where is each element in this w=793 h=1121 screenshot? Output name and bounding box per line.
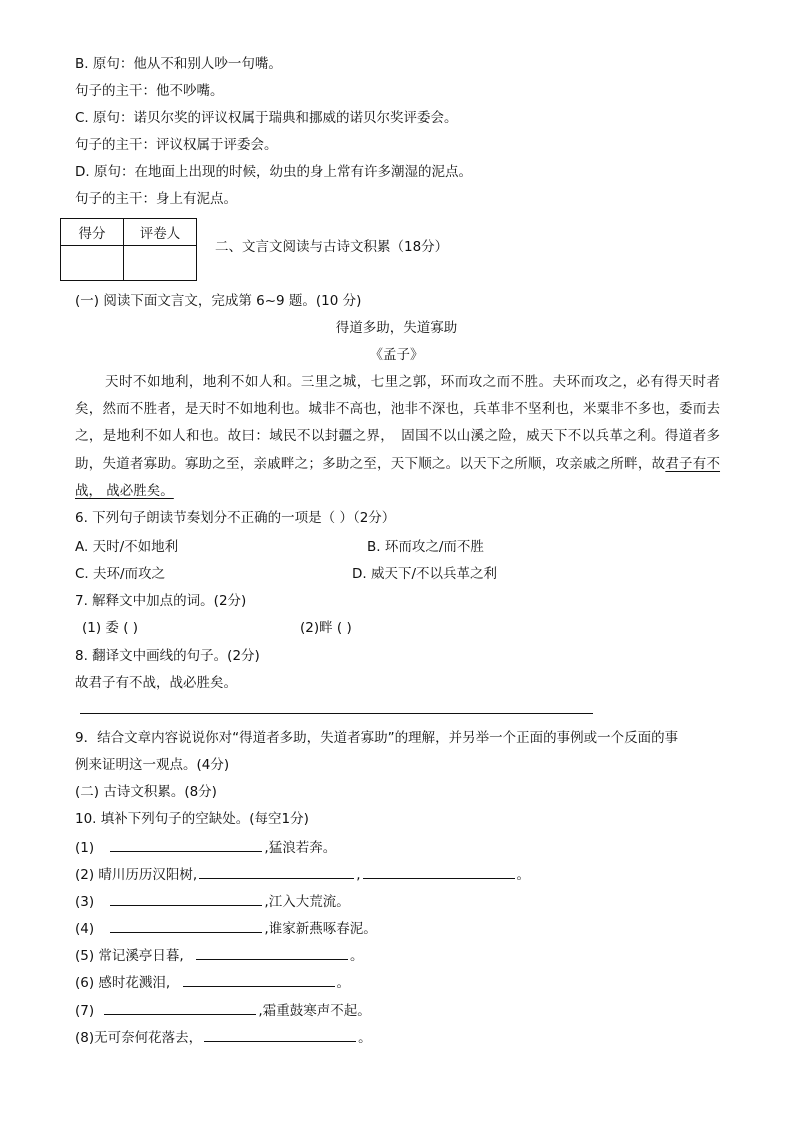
part2-heading: (二) 古诗文积累。(8分) — [75, 784, 217, 800]
q8-answer-line[interactable] — [80, 713, 593, 714]
score-table — [60, 218, 197, 281]
option-b-original: B. 原句：他从不和别人吵一句嘴。 — [75, 56, 282, 72]
q7-item2[interactable]: (2)畔 ( ) — [300, 620, 352, 636]
q10-blank-1[interactable] — [110, 837, 262, 852]
passage-main: 天时不如地利，地利不如人和。三里之城，七里之郭，环而攻之而不胜。夫环而攻之，必有得天时者矣，然而不胜者，是天时不如地利也。城非不高也，池非不深也，兵革非不坚利也，米粟非不多也，委而去之，是地利不如人和也。故曰：域民不以封疆之界， 固国不以山溪之险，威天下不以兵革之利。得道者多助，失道者寡助。寡助之至，亲戚畔之；多助之至，天下顺之。以天下之所顺，攻亲戚之所畔，故 — [75, 374, 720, 472]
score-header: 得分 — [61, 219, 124, 246]
q10-item-2-text: (2) 晴川历历汉阳树, — [75, 867, 198, 883]
q10-item-8-end: 。 — [358, 1030, 372, 1046]
q8-sentence: 故君子有不战，战必胜矣。 — [75, 675, 237, 691]
q10-item-7-num: (7) — [75, 1003, 95, 1019]
q10-item-5-end: 。 — [350, 948, 364, 964]
q6-option-c: C. 夫环/而攻之 — [75, 566, 166, 582]
q10-item-4-num: (4) — [75, 921, 95, 937]
part1-heading: (一) 阅读下面文言文，完成第 6~9 题。(10 分) — [75, 293, 362, 309]
q10-item-5 — [75, 945, 364, 965]
q6-option-b: B. 环而攻之/而不胜 — [367, 539, 484, 555]
passage-title: 得道多助，失道寡助 — [335, 320, 458, 336]
q10-item-7-text: ,霜重鼓寒声不起。 — [258, 1003, 371, 1019]
q10-item-1 — [75, 837, 336, 857]
passage-text — [75, 369, 720, 505]
q10-blank-4[interactable] — [110, 918, 262, 933]
q10-item-3 — [75, 891, 350, 911]
q10-item-3-text: ,江入大荒流。 — [264, 894, 350, 910]
option-c-original: C. 原句：诺贝尔奖的评议权属于瑞典和挪威的诺贝尔奖评委会。 — [75, 110, 458, 126]
q8-stem: 8. 翻译文中画线的句子。(2分) — [75, 648, 260, 664]
q10-item-6-text: (6) 感时花溅泪, — [75, 975, 171, 991]
q6-option-a: A. 天时/不如地利 — [75, 539, 179, 555]
q9-line1: 9．结合文章内容说说你对“得道者多助，失道者寡助”的理解，并另举一个正面的事例或一个反面的事 — [75, 730, 679, 746]
option-b-trunk: 句子的主干：他不吵嘴。 — [75, 83, 224, 99]
q10-item-4 — [75, 918, 377, 938]
option-d-original: D. 原句：在地面上出现的时候，幼虫的身上常有许多潮湿的泥点。 — [75, 164, 472, 180]
q10-blank-2a[interactable] — [199, 864, 354, 879]
q10-blank-3[interactable] — [110, 891, 262, 906]
grader-cell[interactable] — [124, 246, 197, 281]
score-cell[interactable] — [61, 246, 124, 281]
q10-item-2-comma: , — [356, 867, 361, 883]
q10-blank-6[interactable] — [183, 972, 335, 987]
underlined-sentence: 君子有不战， 战必胜矣。 — [75, 455, 721, 499]
q10-item-4-text: ,谁家新燕啄春泥。 — [264, 921, 377, 937]
q10-blank-7[interactable] — [104, 1000, 256, 1015]
grader-header: 评卷人 — [124, 219, 197, 246]
q9-line2: 例来证明这一观点。(4分) — [75, 757, 230, 773]
q10-blank-2b[interactable] — [363, 864, 515, 879]
q10-stem: 10. 填补下列句子的空缺处。(每空1分) — [75, 811, 309, 827]
q10-item-5-text: (5) 常记溪亭日暮, — [75, 948, 184, 964]
q10-item-3-num: (3) — [75, 894, 95, 910]
option-c-trunk: 句子的主干：评议权属于评委会。 — [75, 137, 278, 153]
q10-item-1-text: ,猛浪若奔。 — [264, 840, 337, 856]
q10-item-1-num: (1) — [75, 840, 95, 856]
q10-item-6 — [75, 972, 350, 992]
q10-item-8 — [75, 1027, 372, 1047]
q10-item-2-end: 。 — [516, 867, 531, 883]
q10-blank-8[interactable] — [204, 1027, 356, 1042]
q7-stem: 7. 解释文中加点的词。(2分) — [75, 593, 247, 609]
q6-option-d: D. 威天下/不以兵革之利 — [352, 566, 498, 582]
passage-author: 《孟子》 — [369, 347, 424, 363]
q7-item1[interactable]: (1) 委 ( ) — [82, 620, 139, 636]
q10-item-2 — [75, 864, 530, 884]
q10-item-6-end: 。 — [336, 975, 351, 991]
q6-stem: 6. 下列句子朗读节奏划分不正确的一项是（ ）（2分） — [75, 510, 396, 526]
q10-blank-5[interactable] — [196, 945, 348, 960]
option-d-trunk: 句子的主干：身上有泥点。 — [75, 191, 237, 207]
section-title: 二、文言文阅读与古诗文积累（18分） — [215, 239, 449, 255]
q10-item-7 — [75, 1000, 371, 1020]
q10-item-8-text: (8)无可奈何花落去， — [75, 1030, 203, 1046]
